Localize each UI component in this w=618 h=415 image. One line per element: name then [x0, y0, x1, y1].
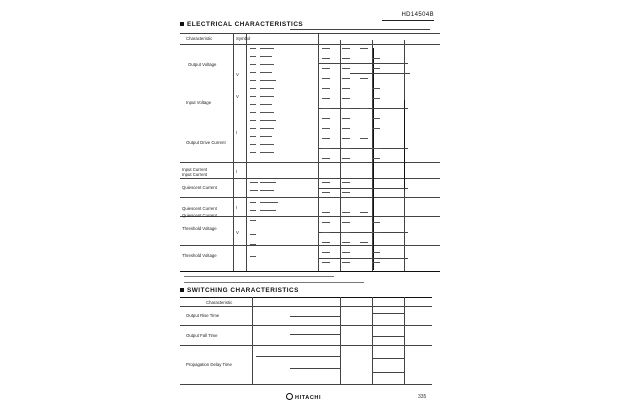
row-label-quiescent-current-b: Quiescent Current	[182, 206, 217, 211]
part-number: HD14504B	[401, 12, 434, 18]
hitachi-logo-icon	[286, 393, 293, 400]
row-label-threshold-voltage-a: Threshold Voltage	[182, 226, 217, 231]
electrical-title-text: ELECTRICAL CHARACTERISTICS	[187, 21, 304, 28]
row-label-quiescent-current-a: Quiescent Current	[182, 185, 217, 190]
header-rule	[382, 20, 434, 21]
row-symbol-input-current: I	[236, 169, 238, 174]
col-symbol: Symbol	[236, 36, 251, 41]
row-symbol-output-voltage: V	[236, 72, 239, 77]
col-characteristic: Characteristic	[186, 36, 213, 41]
row-label-input-current-b: Input Current	[182, 172, 208, 177]
row-label-threshold-voltage-b: Threshold Voltage	[182, 253, 217, 258]
switching-row-fall-time: Output Fall Time	[186, 333, 218, 338]
switching-section-title	[180, 287, 299, 294]
bullet-square-icon	[180, 288, 184, 292]
switching-col-characteristic: Characteristic	[206, 300, 233, 305]
row-label-quiescent-current-c: Quiescent Current	[182, 213, 217, 218]
row-label-input-voltage: Input Voltage	[186, 100, 212, 105]
row-label-output-drive-current: Output Drive Current	[186, 140, 226, 145]
row-symbol-quiescent-current: I	[236, 205, 238, 210]
row-symbol-threshold-voltage: V	[236, 230, 239, 235]
switching-row-rise-time: Output Rise Time	[186, 313, 220, 318]
brand-text: HITACHI	[295, 395, 322, 401]
electrical-section-title	[180, 21, 303, 28]
row-label-input-current-a: Input Current	[182, 167, 208, 172]
switching-title-text: SWITCHING CHARACTERISTICS	[187, 287, 299, 294]
hitachi-logo	[286, 393, 321, 401]
table-value-marks	[246, 44, 406, 272]
row-symbol-input-voltage: V	[236, 94, 239, 99]
page-number: 335	[418, 394, 427, 400]
row-symbol-output-drive-current: I	[236, 130, 238, 135]
row-label-output-voltage: Output Voltage	[188, 62, 217, 67]
bullet-square-icon	[180, 22, 184, 26]
switching-row-propagation-delay: Propagation Delay Time	[186, 362, 232, 367]
